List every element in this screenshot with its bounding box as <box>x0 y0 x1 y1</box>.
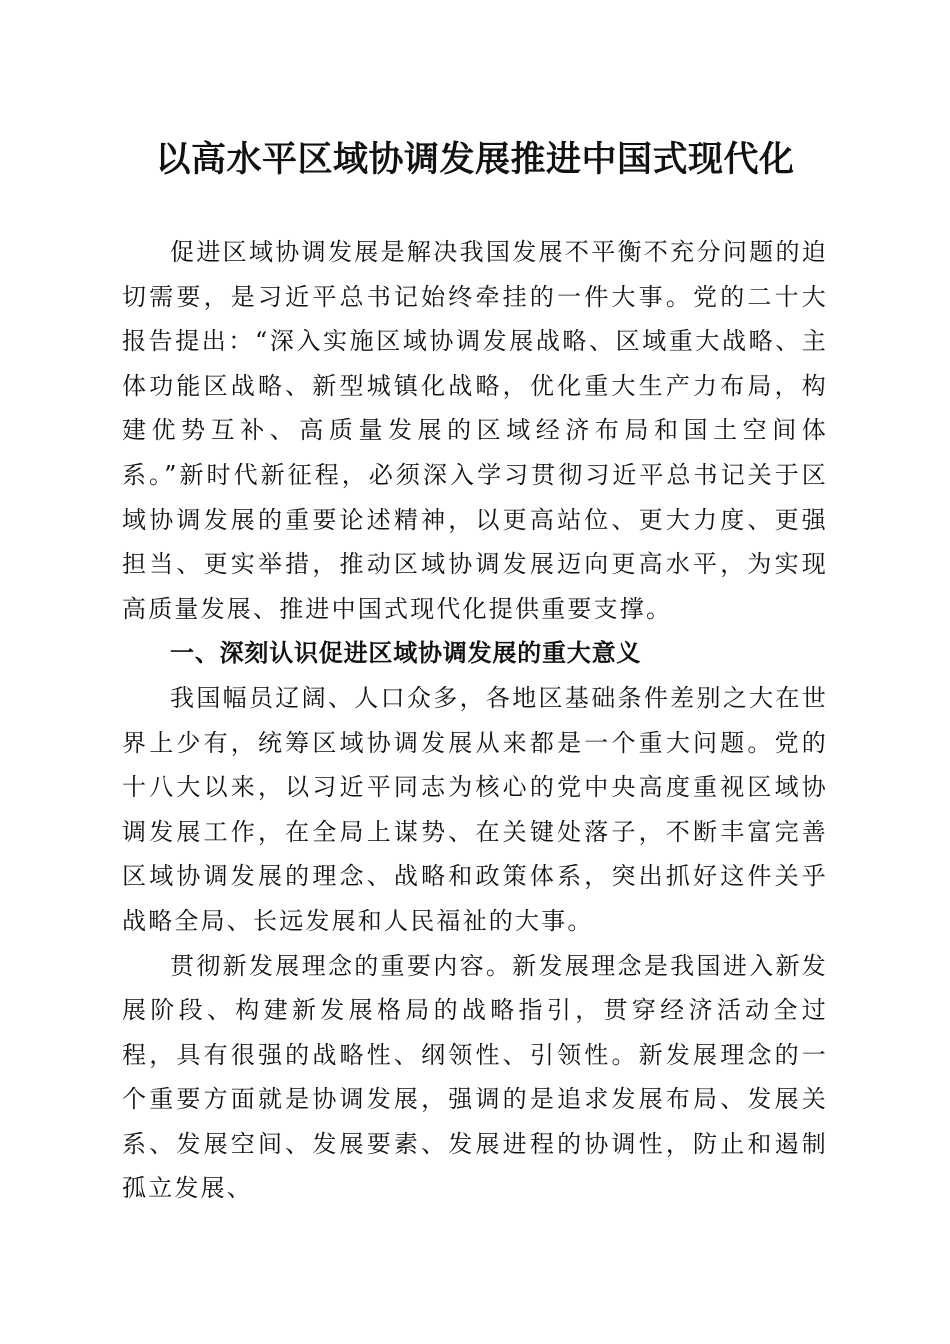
document-title: 以高水平区域协调发展推进中国式现代化 <box>155 139 795 180</box>
document-body <box>122 230 828 1211</box>
section-heading-1: 一、深刻认识促进区域协调发展的重大意义 <box>170 639 642 668</box>
paragraph-significance: 我国幅员辽阔、人口众多，各地区基础条件差别之大在世界上少有，统筹区域协调发展从来都是一个重大问题。党的十八大以来，以习近平同志为核心的党中央高度重视区域协调发展工作，在全局上谋势、在关键处落子，不断丰富完善区域协调发展的理念、战略和政策体系，突出抓好这件关乎战略全局、长远发展和人民福祉的大事。 <box>122 683 828 935</box>
paragraph-intro: 促进区域协调发展是解决我国发展不平衡不充分问题的迫切需要，是习近平总书记始终牵挂的一件大事。党的二十大报告提出：“深入实施区域协调发展战略、区域重大战略、主体功能区战略、新型城镇化战略，优化重大生产力布局，构建优势互补、高质量发展的区域经济布局和国土空间体系。”新时代新征程，必须深入学习贯彻习近平总书记关于区域协调发展的重要论述精神，以更高站位、更大力度、更强担当、更实举措，推动区域协调发展迈向更高水平，为实现高质量发展、推进中国式现代化提供重要支撑。 <box>122 238 828 623</box>
paragraph-new-development-concept: 贯彻新发展理念的重要内容。新发展理念是我国进入新发展阶段、构建新发展格局的战略指引，贯穿经济活动全过程，具有很强的战略性、纲领性、引领性。新发展理念的一个重要方面就是协调发展，强调的是追求发展布局、发展关系、发展空间、发展要素、发展进程的协调性，防止和遏制孤立发展、 <box>122 951 828 1203</box>
